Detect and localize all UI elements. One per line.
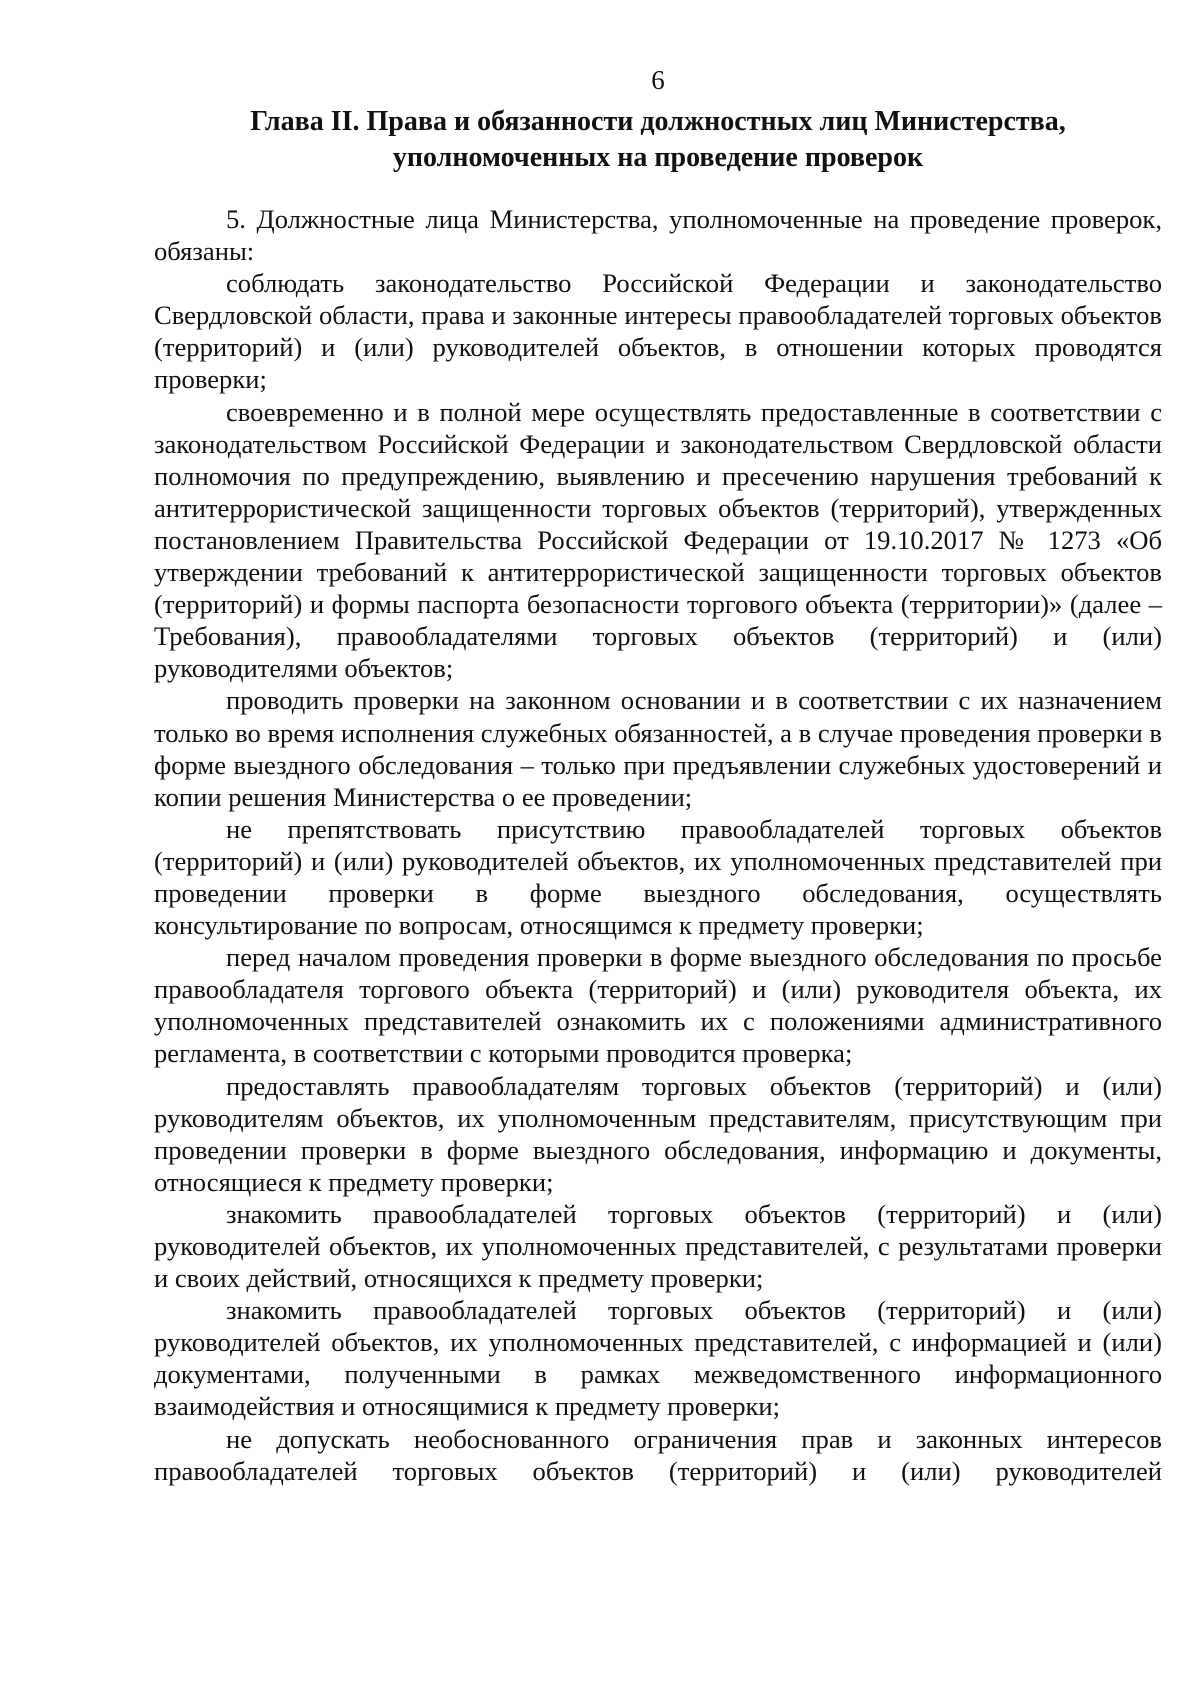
paragraph-duty-familiarize-results: знакомить правообладателей торговых объектов (территорий) и (или) руководителей объектов, их уполномоченных представителей, с результатами проверки и своих действий, относящихся к предмету проверки; [154, 1198, 1162, 1294]
paragraph-duty-exercise-powers: своевременно и в полной мере осуществлять предоставленные в соответствии с законодательством Российской Федерации и законодательством Свердловской области полномочия по предупреждению, выявлению и пресечению нарушения требований к антитеррористической защищенности торговых объектов (территорий), утвержденных постановлением Правительства Российской Федерации от 19.10.2017 № 1273 «Об утверждении требований к антитеррористической защищенности торговых объектов (территорий) и формы паспорта безопасности торгового объекта (территории)» (далее – Требования), правообладателями торговых объектов (территорий) и (или) руководителями объектов; [154, 396, 1162, 684]
document-body [154, 203, 1162, 1487]
paragraph-duty-provide-information: предоставлять правообладателям торговых объектов (территорий) и (или) руководителям объектов, их уполномоченным представителям, присутствующим при проведении проверки в форме выездного обследования, информацию и документы, относящиеся к предмету проверки; [154, 1070, 1162, 1197]
paragraph-duty-familiarize-documents: знакомить правообладателей торговых объектов (территорий) и (или) руководителей объектов, их уполномоченных представителей, с информацией и (или) документами, полученными в рамках межведомственного информационного взаимодействия и относящимися к предмету проверки; [154, 1295, 1162, 1422]
chapter-title [154, 104, 1162, 176]
paragraph-duty-not-obstruct: не препятствовать присутствию правообладателей торговых объектов (территорий) и (или) руководителей объектов, их уполномоченных представителей при проведении проверки в форме выездного обследования, осуществлять консультирование по вопросам, относящимся к предмету проверки; [154, 813, 1162, 941]
chapter-title-line-1: Глава II. Права и обязанности должностных лиц Министерства, [250, 106, 1066, 137]
paragraph-duty-comply-law: соблюдать законодательство Российской Федерации и законодательство Свердловской области, права и законные интересы правообладателей торговых объектов (территорий) и (или) руководителей объектов, в отношении которых проводятся проверки; [154, 268, 1162, 395]
page-number: 6 [651, 65, 665, 95]
paragraph-clause-5: 5. Должностные лица Министерства, уполномоченные на проведение проверок, обязаны: [154, 204, 1162, 267]
paragraph-duty-lawful-inspections: проводить проверки на законном основании и в соответствии с их назначением только во время исполнения служебных обязанностей, а в случае проведения проверки в форме выездного обследования – только при предъявлении служебных удостоверений и копии решения Министерства о ее проведении; [154, 685, 1162, 812]
paragraph-duty-no-restriction: не допускать необоснованного ограничения прав и законных интересов правообладателей торговых объектов (территорий) и (или) руководителей [154, 1423, 1162, 1486]
chapter-title-line-2: уполномоченных на проведение проверок [392, 142, 924, 173]
document-page [154, 0, 1162, 1697]
paragraph-duty-familiarize-regulation: перед началом проведения проверки в форме выездного обследования по просьбе правообладателя торгового объекта (территорий) и (или) руководителя объекта, их уполномоченных представителей ознакомить их с положениями административного регламента, в соответствии с которыми проводится проверка; [154, 942, 1162, 1069]
